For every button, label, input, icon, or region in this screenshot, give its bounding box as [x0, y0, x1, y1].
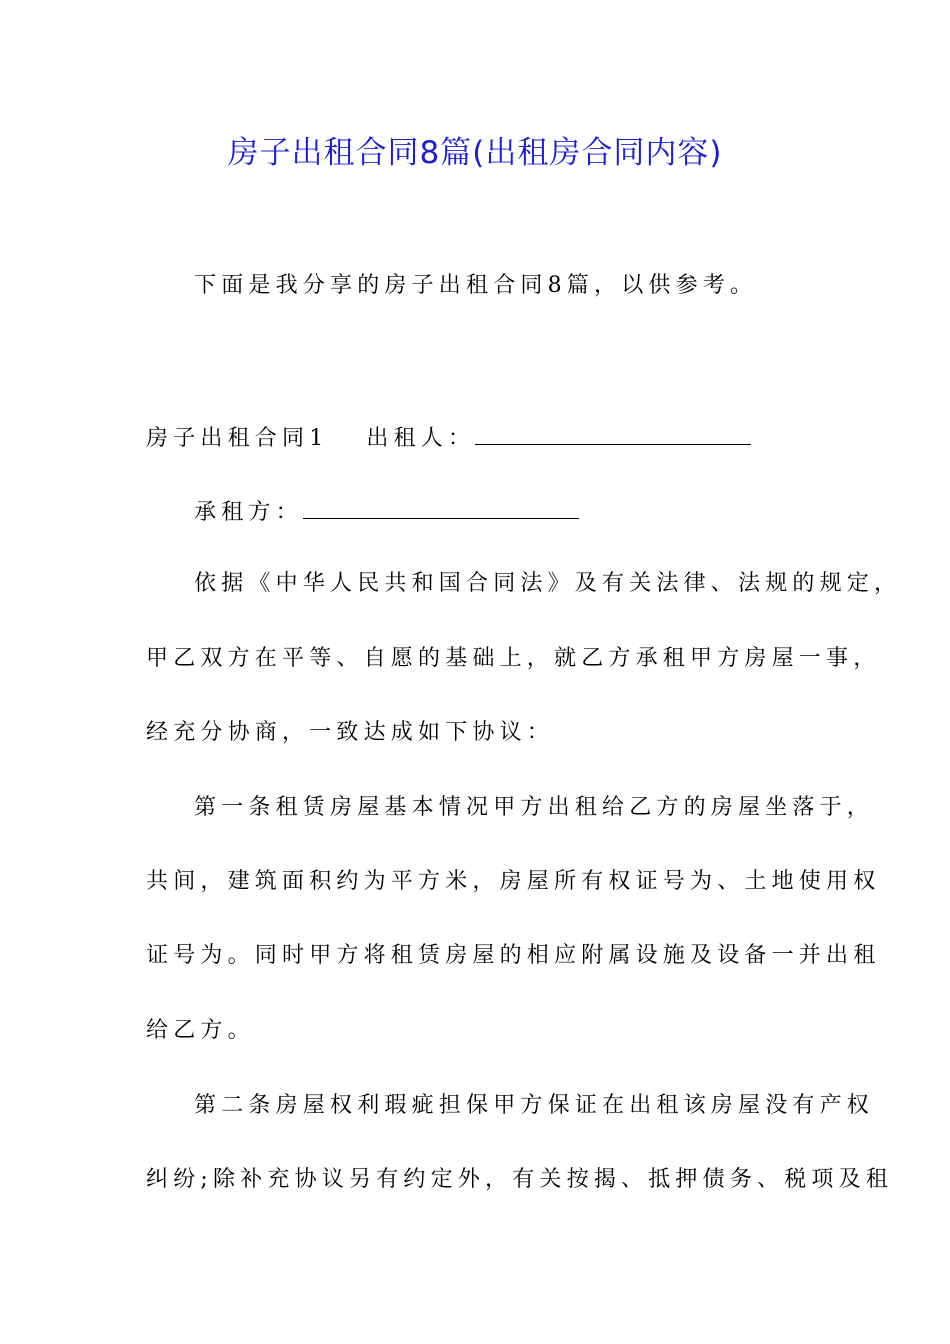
lessor-label: 出租人：	[366, 426, 476, 451]
paragraph-line: 甲乙双方在平等、自愿的基础上，就乙方承租甲方房屋一事，	[146, 646, 881, 671]
section-label: 房子出租合同1	[146, 426, 329, 451]
document-title: 房子出租合同8篇(出租房合同内容)	[227, 135, 723, 171]
paragraph-line: 第一条租赁房屋基本情况甲方出租给乙方的房屋坐落于，	[194, 795, 875, 820]
paragraph-line: 共间，建筑面积约为平方米，房屋所有权证号为、土地使用权	[146, 869, 881, 894]
paragraph-line: 给乙方。	[146, 1018, 255, 1043]
lessor-line	[146, 422, 751, 454]
lessee-line	[194, 496, 579, 528]
lessee-label: 承租方：	[194, 500, 303, 525]
lessor-blank-field	[475, 422, 751, 445]
paragraph-line: 纠纷;除补充协议另有约定外，有关按揭、抵押债务、税项及租	[146, 1167, 894, 1192]
paragraph-line: 证号为。同时甲方将租赁房屋的相应附属设施及设备一并出租	[146, 943, 881, 968]
paragraph-line: 依据《中华人民共和国合同法》及有关法律、法规的规定，	[194, 571, 902, 596]
lessee-blank-field	[303, 496, 579, 519]
paragraph-line: 第二条房屋权利瑕疵担保甲方保证在出租该房屋没有产权	[194, 1093, 875, 1118]
intro-text: 下面是我分享的房子出租合同8篇，以供参考。	[194, 273, 758, 298]
paragraph-line: 经充分协商，一致达成如下协议：	[146, 720, 555, 745]
